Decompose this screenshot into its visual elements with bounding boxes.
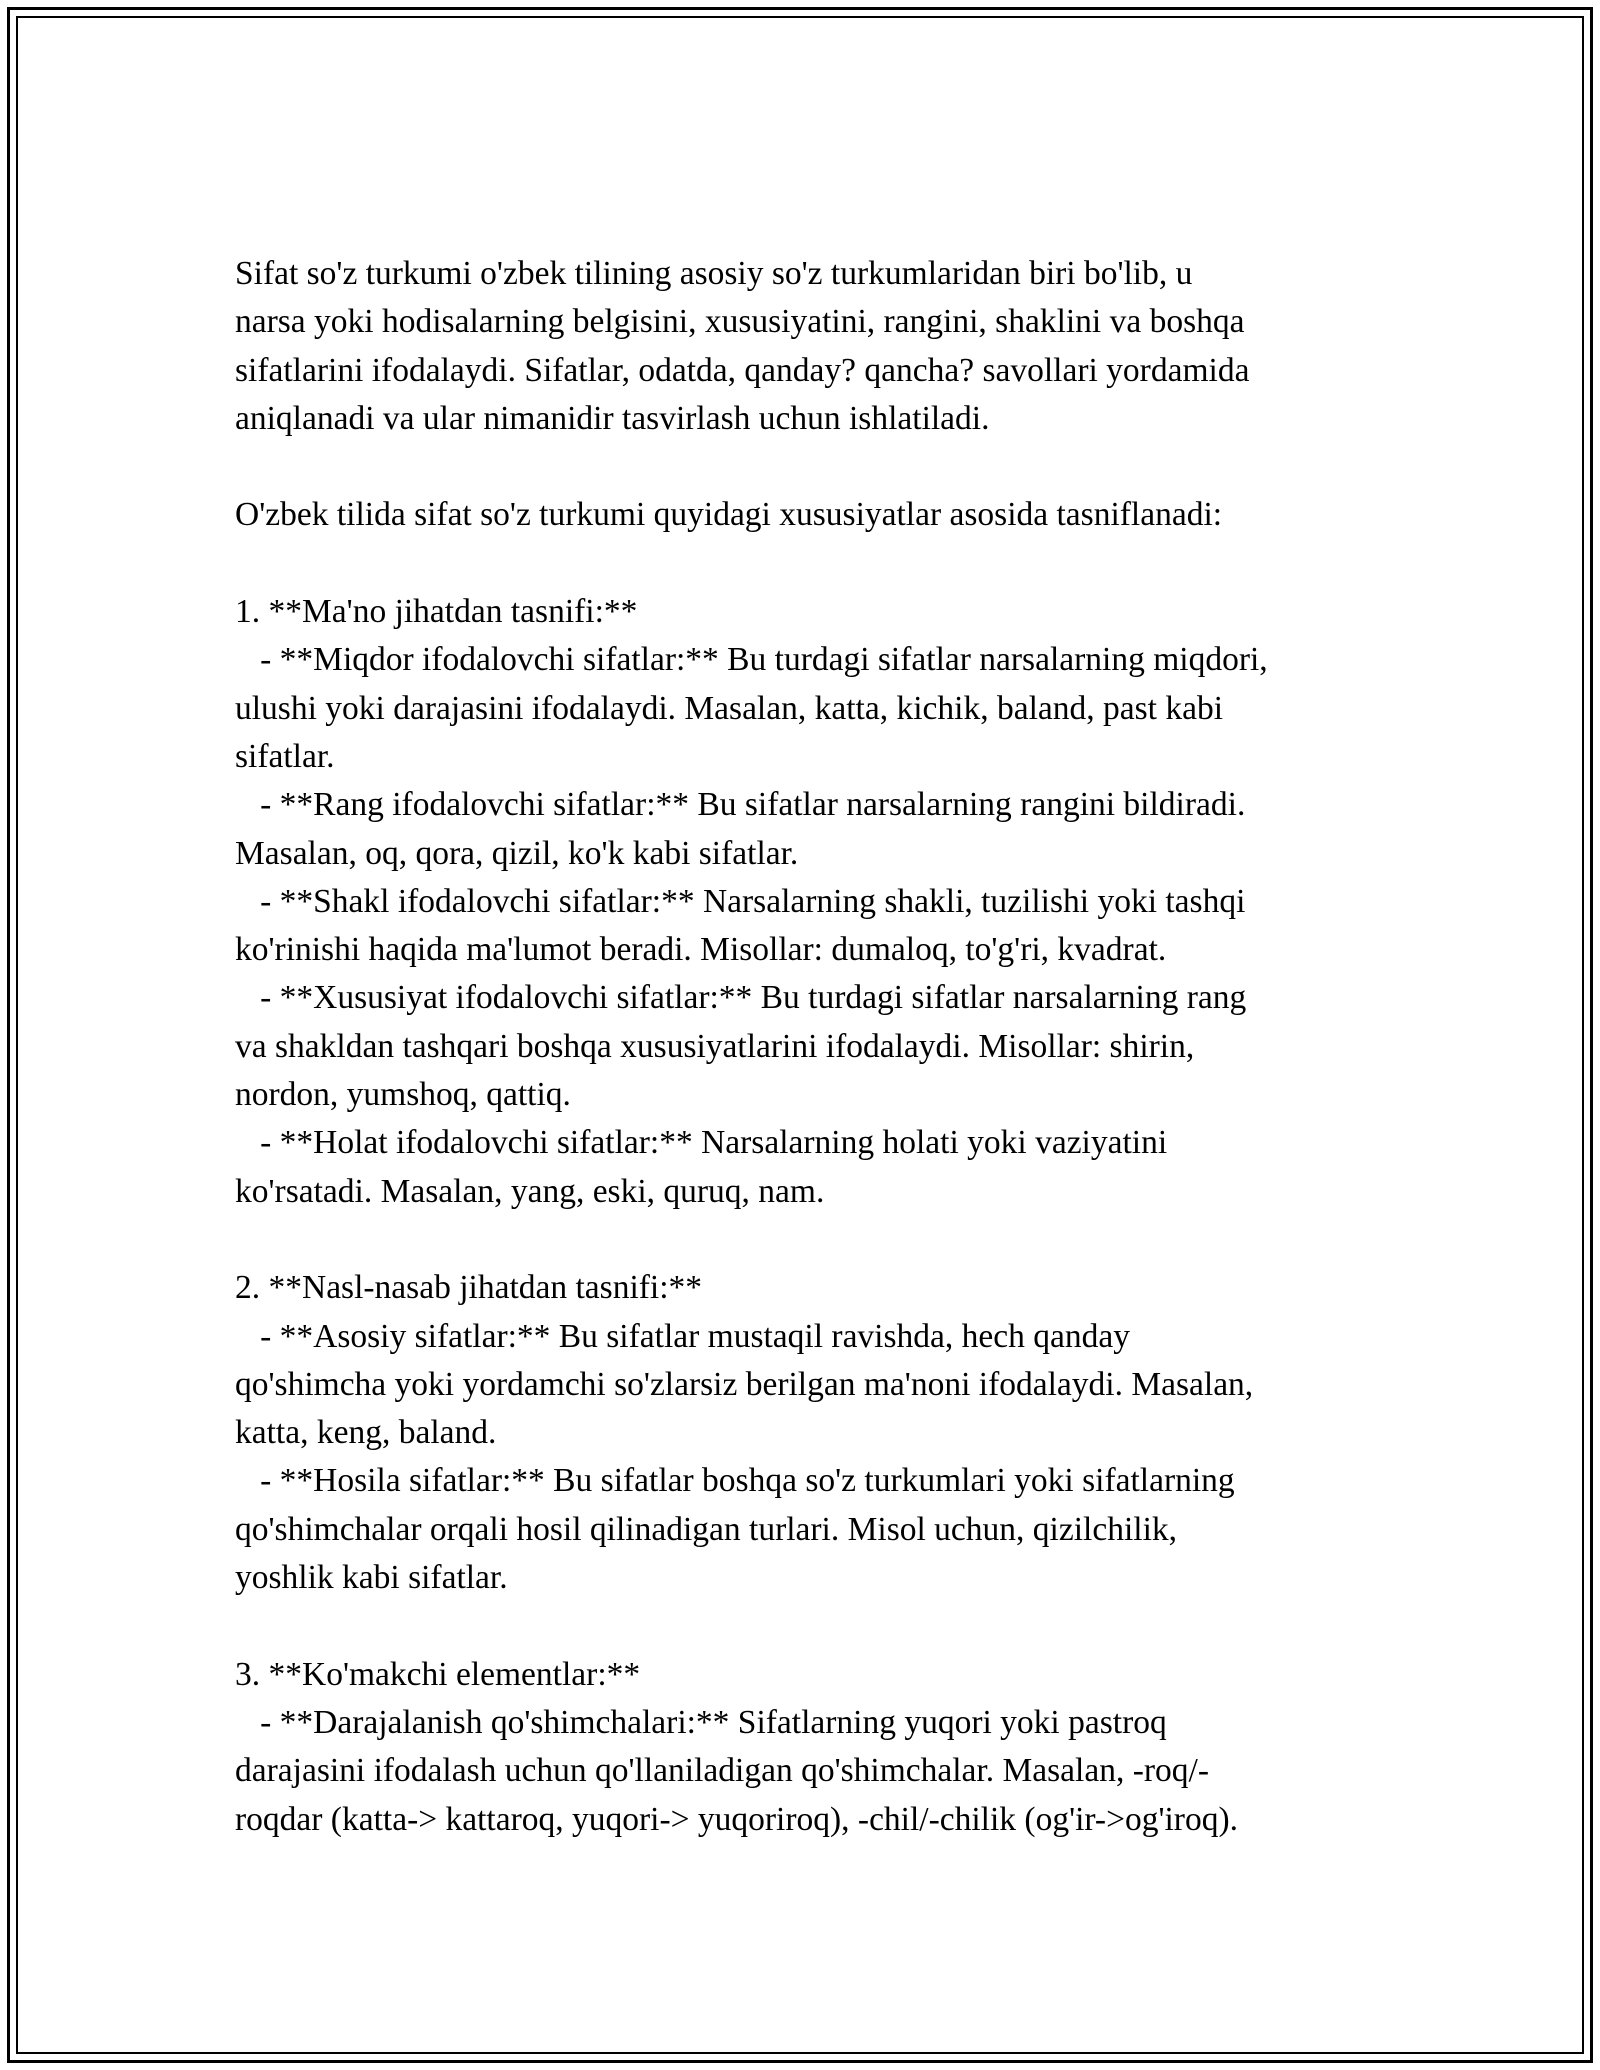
text-line: - **Miqdor ifodalovchi sifatlar:** Bu turdagi sifatlar narsalarning miqdori,	[235, 641, 1268, 679]
text-line: qo'shimchalar orqali hosil qilinadigan turlari. Misol uchun, qizilchilik,	[235, 1510, 1178, 1548]
document-body	[235, 250, 1435, 1844]
text-line: nordon, yumshoq, qattiq.	[235, 1076, 571, 1114]
text-line: ko'rsatadi. Masalan, yang, eski, quruq, nam.	[235, 1172, 825, 1210]
section-heading: 2. **Nasl-nasab jihatdan tasnifi:**	[235, 1269, 703, 1307]
text-line: Sifat so'z turkumi o'zbek tilining asosiy so'z turkumlaridan biri bo'lib, u	[235, 255, 1193, 292]
paragraph-gap	[235, 443, 1435, 491]
text-line: - **Hosila sifatlar:** Bu sifatlar boshqa so'z turkumlari yoki sifatlarning	[235, 1462, 1235, 1500]
section-origin-classification	[235, 1264, 1435, 1602]
text-line: - **Holat ifodalovchi sifatlar:** Narsalarning holati yoki vaziyatini	[235, 1124, 1168, 1162]
text-line: - **Shakl ifodalovchi sifatlar:** Narsalarning shakli, tuzilishi yoki tashqi	[235, 882, 1246, 920]
section-meaning-classification	[235, 588, 1435, 1216]
lead-paragraph: O'zbek tilida sifat so'z turkumi quyidagi xususiyatlar asosida tasniflanadi:	[235, 496, 1223, 534]
text-line: - **Darajalanish qo'shimchalari:** Sifatlarning yuqori yoki pastroq	[235, 1703, 1167, 1741]
text-line: aniqlanadi va ular nimanidir tasvirlash uchun ishlatiladi.	[235, 399, 990, 437]
paragraph-gap	[235, 1216, 1435, 1264]
text-line: - **Asosiy sifatlar:** Bu sifatlar mustaqil ravishda, hech qanday	[235, 1317, 1130, 1355]
section-heading: 3. **Ko'makchi elementlar:**	[235, 1655, 641, 1693]
paragraph-gap	[235, 1602, 1435, 1650]
text-line: ulushi yoki darajasini ifodalaydi. Masalan, katta, kichik, baland, past kabi	[235, 689, 1224, 727]
text-line: roqdar (katta-> kattaroq, yuqori-> yuqoriroq), -chil/-chilik (og'ir->og'iroq).	[235, 1800, 1238, 1838]
text-line: yoshlik kabi sifatlar.	[235, 1559, 508, 1597]
text-line: va shakldan tashqari boshqa xususiyatlarini ifodalaydi. Misollar: shirin,	[235, 1027, 1195, 1065]
text-line: ko'rinishi haqida ma'lumot beradi. Misollar: dumaloq, to'g'ri, kvadrat.	[235, 931, 1167, 969]
text-line: - **Xususiyat ifodalovchi sifatlar:** Bu turdagi sifatlar narsalarning rang	[235, 979, 1247, 1017]
text-line: sifatlarini ifodalaydi. Sifatlar, odatda, qanday? qancha? savollari yordamida	[235, 351, 1250, 389]
text-line: narsa yoki hodisalarning belgisini, xususiyatini, rangini, shaklini va boshqa	[235, 303, 1245, 341]
text-line: qo'shimcha yoki yordamchi so'zlarsiz berilgan ma'noni ifodalaydi. Masalan,	[235, 1365, 1254, 1403]
text-line: - **Rang ifodalovchi sifatlar:** Bu sifatlar narsalarning rangini bildiradi.	[235, 786, 1246, 824]
section-auxiliary-elements	[235, 1651, 1435, 1844]
paragraph-gap	[235, 540, 1435, 588]
text-line: katta, keng, baland.	[235, 1414, 497, 1452]
text-line: darajasini ifodalash uchun qo'llaniladigan qo'shimchalar. Masalan, -roq/-	[235, 1752, 1209, 1790]
intro-paragraph	[235, 250, 1435, 443]
text-line: Masalan, oq, qora, qizil, ko'k kabi sifatlar.	[235, 834, 799, 872]
section-heading: 1. **Ma'no jihatdan tasnifi:**	[235, 593, 638, 631]
text-line: sifatlar.	[235, 737, 335, 775]
